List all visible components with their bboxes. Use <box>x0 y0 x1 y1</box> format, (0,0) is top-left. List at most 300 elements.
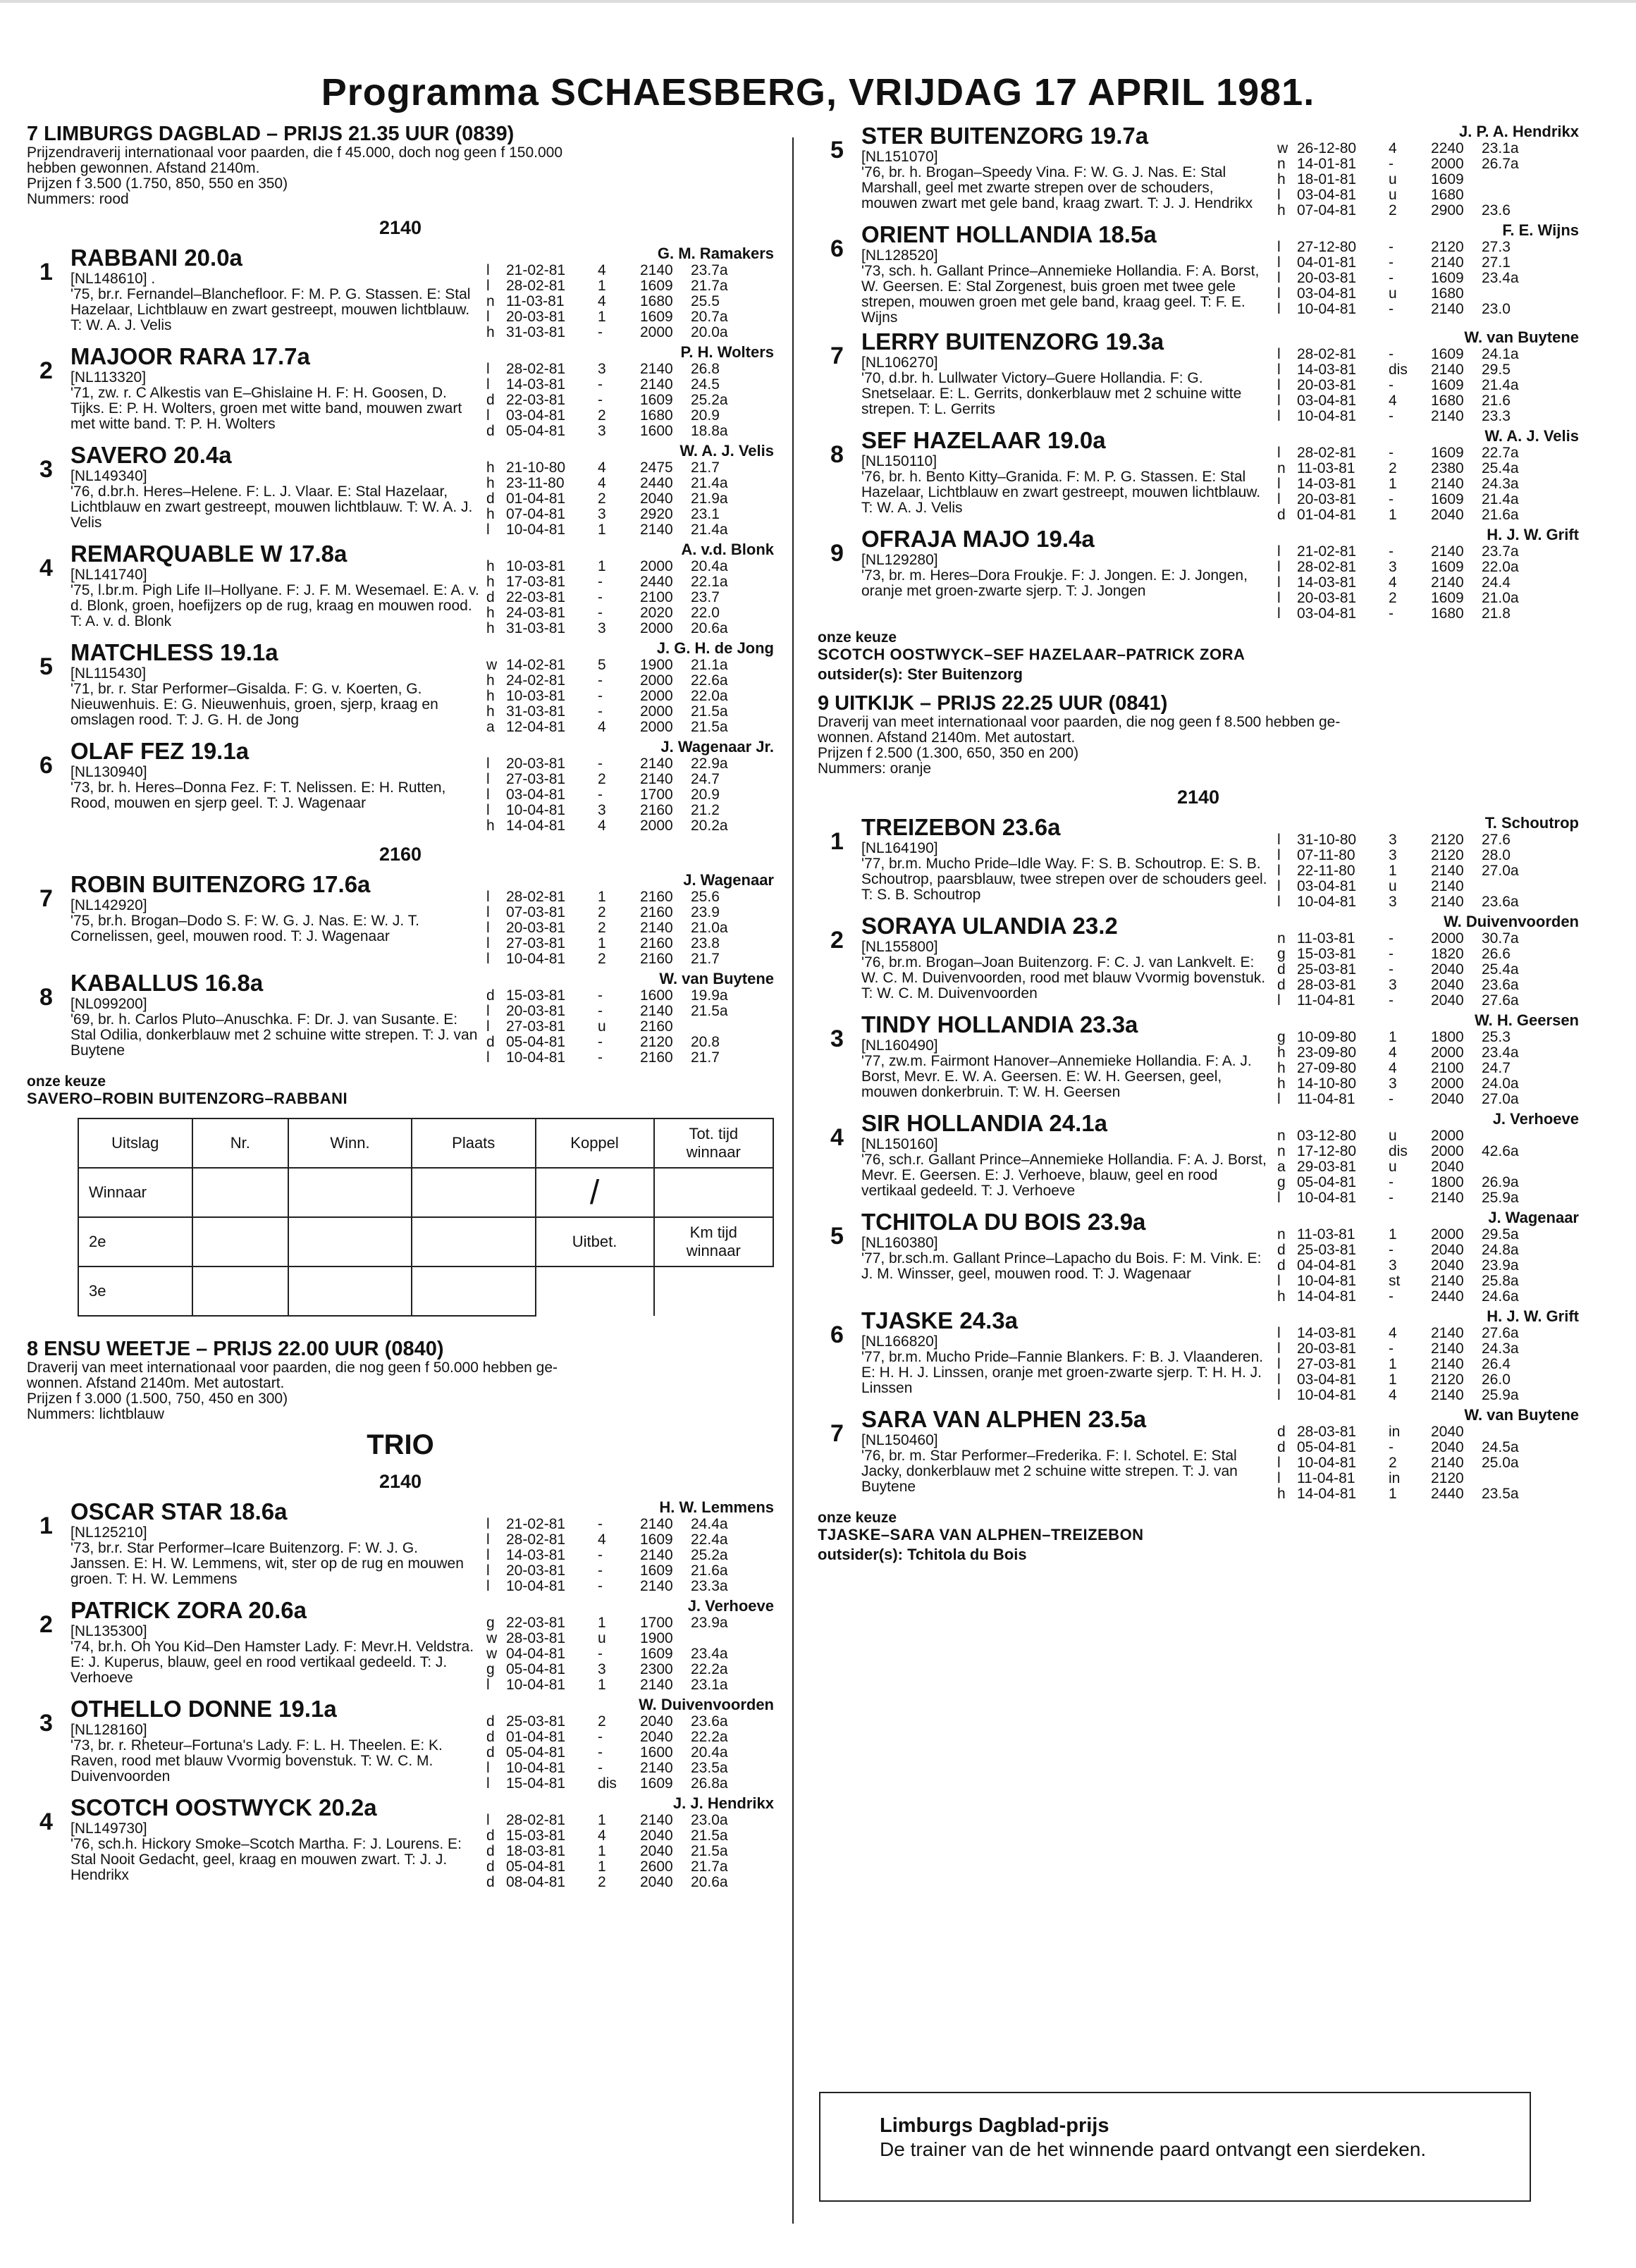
result-line <box>1277 1274 1579 1289</box>
result-cell: 2 <box>1389 202 1397 218</box>
result-cell: 2 <box>598 771 606 787</box>
result-line <box>486 559 774 574</box>
result-line <box>486 772 774 787</box>
result-cell: 2140 <box>1431 1273 1464 1289</box>
horse-number: 1 <box>830 828 844 855</box>
result-cell: 4 <box>1389 1060 1397 1076</box>
result-line <box>486 673 774 689</box>
horse-description: '77, br.m. Mucho Pride–Fannie Blankers. F: B. J. Vlaanderen. E: H. H. J. Linssen, oranje met groen-zwarte sjerp. T: H. H. J. Linssen <box>861 1349 1264 1396</box>
race-description-line: Draverij van meet internationaal voor paarden, die nog geen f 50.000 hebben ge- <box>27 1360 558 1376</box>
result-cell: 3 <box>598 506 606 522</box>
result-cell: 23.5a <box>691 1760 728 1776</box>
result-cell: 2 <box>598 904 606 920</box>
horse-entry <box>818 814 1579 910</box>
result-cell: - <box>598 1003 603 1019</box>
result-cell: 3 <box>1389 1076 1397 1092</box>
result-cell <box>1482 1159 1579 1175</box>
result-table <box>78 1118 774 1317</box>
result-cell: d <box>486 1828 495 1844</box>
result-cell: d <box>1277 1424 1286 1440</box>
prize-text: De trainer van de het winnende paard ontvangt een sierdeken. <box>880 2138 1427 2160</box>
result-cell: 1 <box>598 1859 606 1875</box>
result-cell: l <box>486 1547 490 1563</box>
result-line <box>486 905 774 920</box>
result-cell: - <box>1389 1091 1394 1107</box>
trainer-name: J. J. Hendrikx <box>672 1794 774 1812</box>
result-cell: 1600 <box>640 987 673 1004</box>
result-cell: h <box>1277 202 1286 218</box>
horse-description: '76, sch.h. Hickory Smoke–Scotch Martha. F: J. Lourens. E: Stal Nooit Gedacht, geel, kraag en mouwen zwart. T: J. J. Hendrikx <box>70 1836 462 1883</box>
horse-entry <box>27 1794 774 1890</box>
race-description-line: wonnen. Afstand 2140m. Met autostart. <box>818 729 1076 746</box>
result-cell: 2140 <box>640 376 673 393</box>
result-cell: - <box>598 987 603 1004</box>
result-table-cell <box>654 1168 773 1217</box>
result-cell: 04-01-81 <box>1297 254 1357 271</box>
column-divider <box>792 137 794 2224</box>
result-cell: w <box>486 1630 498 1646</box>
result-cell: 2 <box>598 491 606 507</box>
horse-info <box>70 970 486 1066</box>
result-cell: - <box>1389 445 1394 461</box>
result-cell: 14-03-81 <box>1297 362 1357 378</box>
result-table-cell <box>654 1217 773 1266</box>
horse-number: 8 <box>830 441 844 468</box>
result-cell: 1609 <box>1431 270 1464 286</box>
result-cell: 20.2a <box>691 818 728 834</box>
race-block <box>818 123 1579 685</box>
result-line <box>486 278 774 294</box>
result-line <box>1277 591 1579 606</box>
horse-results <box>1277 1110 1579 1206</box>
result-cell: 27.0a <box>1482 1091 1519 1107</box>
horse-entry <box>27 639 774 735</box>
result-cell: 3 <box>598 423 606 439</box>
result-cell: in <box>1389 1424 1401 1440</box>
result-cell: 22.9a <box>691 756 728 772</box>
horse-results <box>486 1794 774 1890</box>
result-cell: 10-04-81 <box>1297 1190 1357 1206</box>
result-cell: l <box>1277 346 1281 362</box>
horse-number: 4 <box>39 555 53 581</box>
result-cell: u <box>1389 187 1397 203</box>
result-cell: 28-02-81 <box>506 361 566 377</box>
result-cell: 24.0a <box>1482 1076 1519 1092</box>
result-cell: h <box>486 605 495 621</box>
result-cell: 10-04-81 <box>506 951 566 967</box>
result-cell: - <box>598 1744 603 1761</box>
result-cell: 22.4a <box>691 1531 728 1548</box>
result-line <box>486 1859 774 1875</box>
result-cell: - <box>598 574 603 590</box>
horse-number: 1 <box>39 259 53 285</box>
result-cell: 03-04-81 <box>1297 1372 1357 1388</box>
result-cell: 2160 <box>640 904 673 920</box>
result-cell: g <box>1277 946 1286 962</box>
result-cell: 2000 <box>640 620 673 636</box>
result-cell: 20.4a <box>691 558 728 574</box>
result-cell: l <box>1277 1470 1281 1486</box>
result-cell: 14-10-80 <box>1297 1076 1357 1092</box>
race-description-line: Nummers: rood <box>27 191 129 207</box>
result-cell: 11-03-81 <box>1297 460 1355 476</box>
result-cell: 2440 <box>1431 1288 1464 1305</box>
result-cell: 14-03-81 <box>1297 1325 1357 1341</box>
result-cell: 2140 <box>1431 1455 1464 1471</box>
race-description-line: Nummers: oranje <box>818 760 932 777</box>
result-cell: 2140 <box>640 1677 673 1693</box>
result-cell: l <box>1277 832 1281 848</box>
result-cell: h <box>486 460 495 476</box>
result-cell: 23.7a <box>691 262 728 278</box>
result-line <box>486 704 774 720</box>
result-cell: 2475 <box>640 460 673 476</box>
result-cell: n <box>1277 930 1286 947</box>
result-cell: d <box>486 1859 495 1875</box>
result-cell: - <box>598 376 603 393</box>
result-cell: 2140 <box>640 1516 673 1532</box>
result-cell: 26.7a <box>1482 156 1519 172</box>
result-line <box>1277 1326 1579 1341</box>
result-cell: 10-04-81 <box>506 802 566 818</box>
result-cell: d <box>486 1874 495 1890</box>
result-cell: 2120 <box>1431 832 1464 848</box>
result-cell: 4 <box>1389 1044 1397 1061</box>
result-cell: dis <box>598 1775 617 1792</box>
result-cell: 10-04-81 <box>506 522 566 538</box>
result-cell <box>691 1631 774 1646</box>
result-line <box>486 1730 774 1745</box>
result-cell: l <box>1277 543 1281 560</box>
result-cell: 21.7a <box>691 1859 728 1875</box>
result-cell: 1700 <box>640 787 673 803</box>
horse-results <box>1277 1307 1579 1403</box>
result-line <box>1277 255 1579 271</box>
result-line <box>486 889 774 905</box>
result-cell: h <box>1277 171 1286 187</box>
result-line <box>486 1813 774 1828</box>
result-table-header-cell: Koppel <box>536 1118 654 1168</box>
result-cell: 22.2a <box>691 1729 728 1745</box>
result-table-header <box>78 1118 773 1168</box>
result-cell: l <box>486 309 490 325</box>
result-line <box>1277 1289 1579 1305</box>
result-cell: h <box>486 506 495 522</box>
horse-results <box>486 1696 774 1792</box>
result-cell: 14-02-81 <box>506 657 566 673</box>
result-cell: l <box>486 407 490 424</box>
result-line <box>486 1761 774 1776</box>
horse-code: [NL135300] <box>70 1623 147 1639</box>
horse-results <box>1277 328 1579 424</box>
result-cell: 26.9a <box>1482 1174 1519 1190</box>
result-cell: 21.4a <box>691 475 728 491</box>
result-cell: 28-03-81 <box>1297 1424 1357 1440</box>
result-cell: l <box>1277 1190 1281 1206</box>
trainer-name: W. van Buytene <box>659 970 774 987</box>
result-cell: - <box>598 756 603 772</box>
result-cell: 22.0 <box>691 605 720 621</box>
horse-number: 7 <box>39 885 53 912</box>
result-cell: 2140 <box>1431 1356 1464 1372</box>
result-line <box>486 263 774 278</box>
result-cell: 42.6a <box>1482 1143 1519 1159</box>
horse-entry <box>818 913 1579 1009</box>
result-cell: 04-04-81 <box>506 1646 566 1662</box>
result-cell: 05-04-81 <box>506 1034 566 1050</box>
result-cell: 2140 <box>640 756 673 772</box>
result-cell: 21.2 <box>691 802 720 818</box>
result-table-cell <box>412 1217 536 1266</box>
result-cell: d <box>1277 1439 1286 1455</box>
result-cell: 28-02-81 <box>506 278 566 294</box>
horse-description: '76, br. h. Bento Kitty–Granida. F: M. P. G. Stassen. E: Stal Hazelaar, Lichtblauw en zwart gestreept, mouwen lichtblauw. T: W. A. J. Velis <box>861 469 1261 516</box>
horse-name: MATCHLESS 19.1a <box>70 639 278 665</box>
our-choice: SCOTCH OOSTWYCK–SEF HAZELAAR–PATRICK ZORA <box>818 646 1246 663</box>
result-table-cell <box>288 1168 412 1217</box>
result-cell: 4 <box>1389 574 1397 591</box>
race-description-line: Prijzen f 3.000 (1.500, 750, 450 en 300) <box>27 1391 288 1407</box>
horse-number: 3 <box>830 1025 844 1052</box>
result-line <box>1277 1061 1579 1076</box>
result-cell: 03-04-81 <box>1297 878 1357 894</box>
result-cell: 24.3a <box>1482 476 1519 492</box>
result-cell: n <box>1277 460 1286 476</box>
result-cell: 20.8 <box>691 1034 720 1050</box>
result-table-cell <box>536 1266 654 1316</box>
result-cell: 1609 <box>1431 590 1464 606</box>
horse-info <box>70 1794 486 1890</box>
result-cell: 2040 <box>1431 992 1464 1009</box>
result-line <box>1277 492 1579 507</box>
horse-name: KABALLUS 16.8a <box>70 970 264 996</box>
result-cell <box>1482 1128 1579 1144</box>
result-line <box>486 1579 774 1594</box>
race-description-line: hebben gewonnen. Afstand 2140m. <box>27 160 260 176</box>
result-line <box>486 460 774 476</box>
result-line <box>1277 1357 1579 1372</box>
result-cell: 10-04-81 <box>1297 301 1357 317</box>
result-line <box>486 1563 774 1579</box>
result-cell: 20.9 <box>691 787 720 803</box>
horse-description: '76, br. h. Brogan–Speedy Vina. F: W. G. J. Nas. E: Stal Marshall, geel met zwarte strepen over de schouders, mouwen zwart met gele band, kraag zwart. T: J. J. Hendrikx <box>861 164 1253 211</box>
result-cell: l <box>1277 408 1281 424</box>
result-line <box>486 1035 774 1050</box>
result-cell: 2440 <box>640 475 673 491</box>
result-cell: 2160 <box>640 1018 673 1035</box>
result-cell: 23.6a <box>1482 977 1519 993</box>
result-cell: l <box>486 951 490 967</box>
result-cell: - <box>1389 1439 1394 1455</box>
horse-name: SORAYA ULANDIA 23.2 <box>861 913 1118 939</box>
result-table-header-cell: Uitslag <box>78 1118 192 1168</box>
result-cell: 1609 <box>640 1775 673 1792</box>
result-cell: 4 <box>598 1531 606 1548</box>
result-cell: 1 <box>598 1843 606 1859</box>
result-cell: 2000 <box>640 558 673 574</box>
result-cell: 21.4a <box>1482 491 1519 507</box>
horse-number: 5 <box>39 653 53 680</box>
result-cell: 2160 <box>640 1049 673 1066</box>
horse-code: [NL128160] <box>70 1722 147 1738</box>
result-cell: 21.7a <box>691 278 728 294</box>
result-cell: 2000 <box>640 324 673 340</box>
result-cell: 11-03-81 <box>1297 930 1355 947</box>
result-cell: l <box>486 278 490 294</box>
horse-name: TCHITOLA DU BOIS 23.9a <box>861 1209 1146 1235</box>
result-cell: 24.7 <box>1482 1060 1511 1076</box>
horse-info <box>861 427 1277 523</box>
result-cell: 25-03-81 <box>506 1713 566 1730</box>
result-cell: l <box>486 1578 490 1594</box>
result-cell: l <box>486 376 490 393</box>
horse-code: [NL164190] <box>861 840 938 856</box>
result-cell: 24.5 <box>691 376 720 393</box>
result-cell: st <box>1389 1273 1401 1289</box>
result-cell: 2920 <box>640 506 673 522</box>
result-cell: 4 <box>1389 140 1397 156</box>
result-cell: 2140 <box>1431 878 1464 894</box>
result-line <box>1277 271 1579 286</box>
horse-code: [NL106270] <box>861 355 938 371</box>
result-line <box>1277 1030 1579 1045</box>
result-cell: 24.4 <box>1482 574 1511 591</box>
result-cell: 2140 <box>640 522 673 538</box>
result-cell: 2140 <box>1431 863 1464 879</box>
horse-code: [NL150110] <box>861 453 937 469</box>
horse-number: 2 <box>830 927 844 954</box>
result-line <box>486 720 774 735</box>
result-cell: 4 <box>1389 1387 1397 1403</box>
result-cell: 24.5a <box>1482 1439 1519 1455</box>
result-cell: 1600 <box>640 1744 673 1761</box>
result-cell: 07-03-81 <box>506 904 566 920</box>
horse-entry <box>27 871 774 967</box>
result-cell: 27-09-80 <box>1297 1060 1357 1076</box>
result-cell: 28-02-81 <box>1297 346 1357 362</box>
result-cell: 23.1a <box>1482 140 1519 156</box>
result-cell: 2040 <box>1431 1424 1464 1440</box>
horse-entry <box>27 1597 774 1693</box>
result-cell: 2140 <box>640 1003 673 1019</box>
horse-results <box>486 1498 774 1594</box>
result-cell: l <box>486 361 490 377</box>
result-cell: 3 <box>1389 977 1397 993</box>
result-cell: 14-03-81 <box>506 376 566 393</box>
result-cell: d <box>486 1713 495 1730</box>
horse-code: [NL155800] <box>861 939 938 955</box>
result-line <box>486 621 774 636</box>
result-cell: 3 <box>1389 847 1397 863</box>
result-line <box>486 818 774 834</box>
horse-results <box>1277 1209 1579 1305</box>
result-line <box>486 393 774 408</box>
trainer-name: J. G. H. de Jong <box>656 639 774 657</box>
result-line <box>1277 507 1579 523</box>
result-line <box>1277 962 1579 978</box>
result-cell: - <box>598 392 603 408</box>
result-cell: 1 <box>1389 1372 1397 1388</box>
result-cell: 2160 <box>640 802 673 818</box>
result-cell: - <box>1389 491 1394 507</box>
result-line <box>486 951 774 967</box>
result-table-row <box>78 1168 773 1217</box>
result-cell: 03-04-81 <box>506 787 566 803</box>
horse-description: '74, br.h. Oh You Kid–Den Hamster Lady. F: Mevr.H. Veldstra. E: J. Kuperus, blauw, geel en rood vertikaal gedeeld. T: J. Verhoeve <box>70 1639 474 1686</box>
result-line <box>1277 848 1579 863</box>
result-cell: 22.7a <box>1482 445 1519 461</box>
result-line <box>486 1828 774 1844</box>
result-cell: 23.3 <box>1482 408 1511 424</box>
horse-results <box>486 1597 774 1693</box>
result-cell: 21-10-80 <box>506 460 566 476</box>
horse-info <box>70 738 486 834</box>
horse-code: [NL113320] <box>70 369 147 386</box>
result-cell: 2140 <box>1431 1387 1464 1403</box>
result-cell: l <box>486 904 490 920</box>
horse-code: [NL129280] <box>861 552 938 568</box>
result-cell: l <box>486 1760 490 1776</box>
result-line <box>1277 832 1579 848</box>
result-cell: l <box>486 1003 490 1019</box>
result-cell <box>1482 1471 1579 1486</box>
horse-number: 5 <box>830 1223 844 1250</box>
horse-results <box>1277 1011 1579 1107</box>
result-table-cell <box>192 1168 289 1217</box>
result-cell: 24.3a <box>1482 1341 1519 1357</box>
horse-number: 2 <box>39 357 53 384</box>
result-cell: l <box>486 920 490 936</box>
horse-name: MAJOOR RARA 17.7a <box>70 343 310 369</box>
result-cell: 20-03-81 <box>1297 590 1357 606</box>
result-cell: 2140 <box>1431 1190 1464 1206</box>
trainer-name: W. Duivenvoorden <box>639 1696 774 1713</box>
result-cell: l <box>486 1018 490 1035</box>
result-line <box>486 1615 774 1631</box>
result-table-cell <box>288 1217 412 1266</box>
race-description-line: Prijzendraverij internationaal voor paarden, die f 45.000, doch nog geen f 150.000 <box>27 144 563 161</box>
result-cell: 21-02-81 <box>506 262 566 278</box>
result-line <box>1277 1455 1579 1471</box>
result-cell: 01-04-81 <box>506 1729 566 1745</box>
result-cell: 2120 <box>1431 1372 1464 1388</box>
result-cell: 23.6 <box>1482 202 1511 218</box>
result-cell: - <box>598 1760 603 1776</box>
result-cell: l <box>1277 559 1281 575</box>
result-cell: 12-04-81 <box>506 719 566 735</box>
trainer-name: J. Wagenaar <box>1488 1209 1579 1226</box>
result-cell: 2120 <box>1431 847 1464 863</box>
result-line <box>486 1050 774 1066</box>
result-cell: l <box>1277 590 1281 606</box>
result-table-cell <box>288 1266 412 1316</box>
result-cell: 10-04-81 <box>1297 894 1357 910</box>
result-cell: 1680 <box>1431 605 1464 622</box>
result-cell: 2160 <box>640 889 673 905</box>
result-cell: 25.4a <box>1482 961 1519 978</box>
result-cell: 20-03-81 <box>1297 270 1357 286</box>
horse-code: [NL151070] <box>861 149 938 165</box>
horse-number: 7 <box>830 1420 844 1447</box>
result-cell: - <box>598 1034 603 1050</box>
result-cell: - <box>1389 1190 1394 1206</box>
result-cell: - <box>1389 156 1394 172</box>
result-cell: 20-03-81 <box>506 309 566 325</box>
result-cell: l <box>1277 992 1281 1009</box>
result-cell: 10-04-81 <box>506 1578 566 1594</box>
result-cell: h <box>486 688 495 704</box>
result-cell: 1 <box>598 1677 606 1693</box>
